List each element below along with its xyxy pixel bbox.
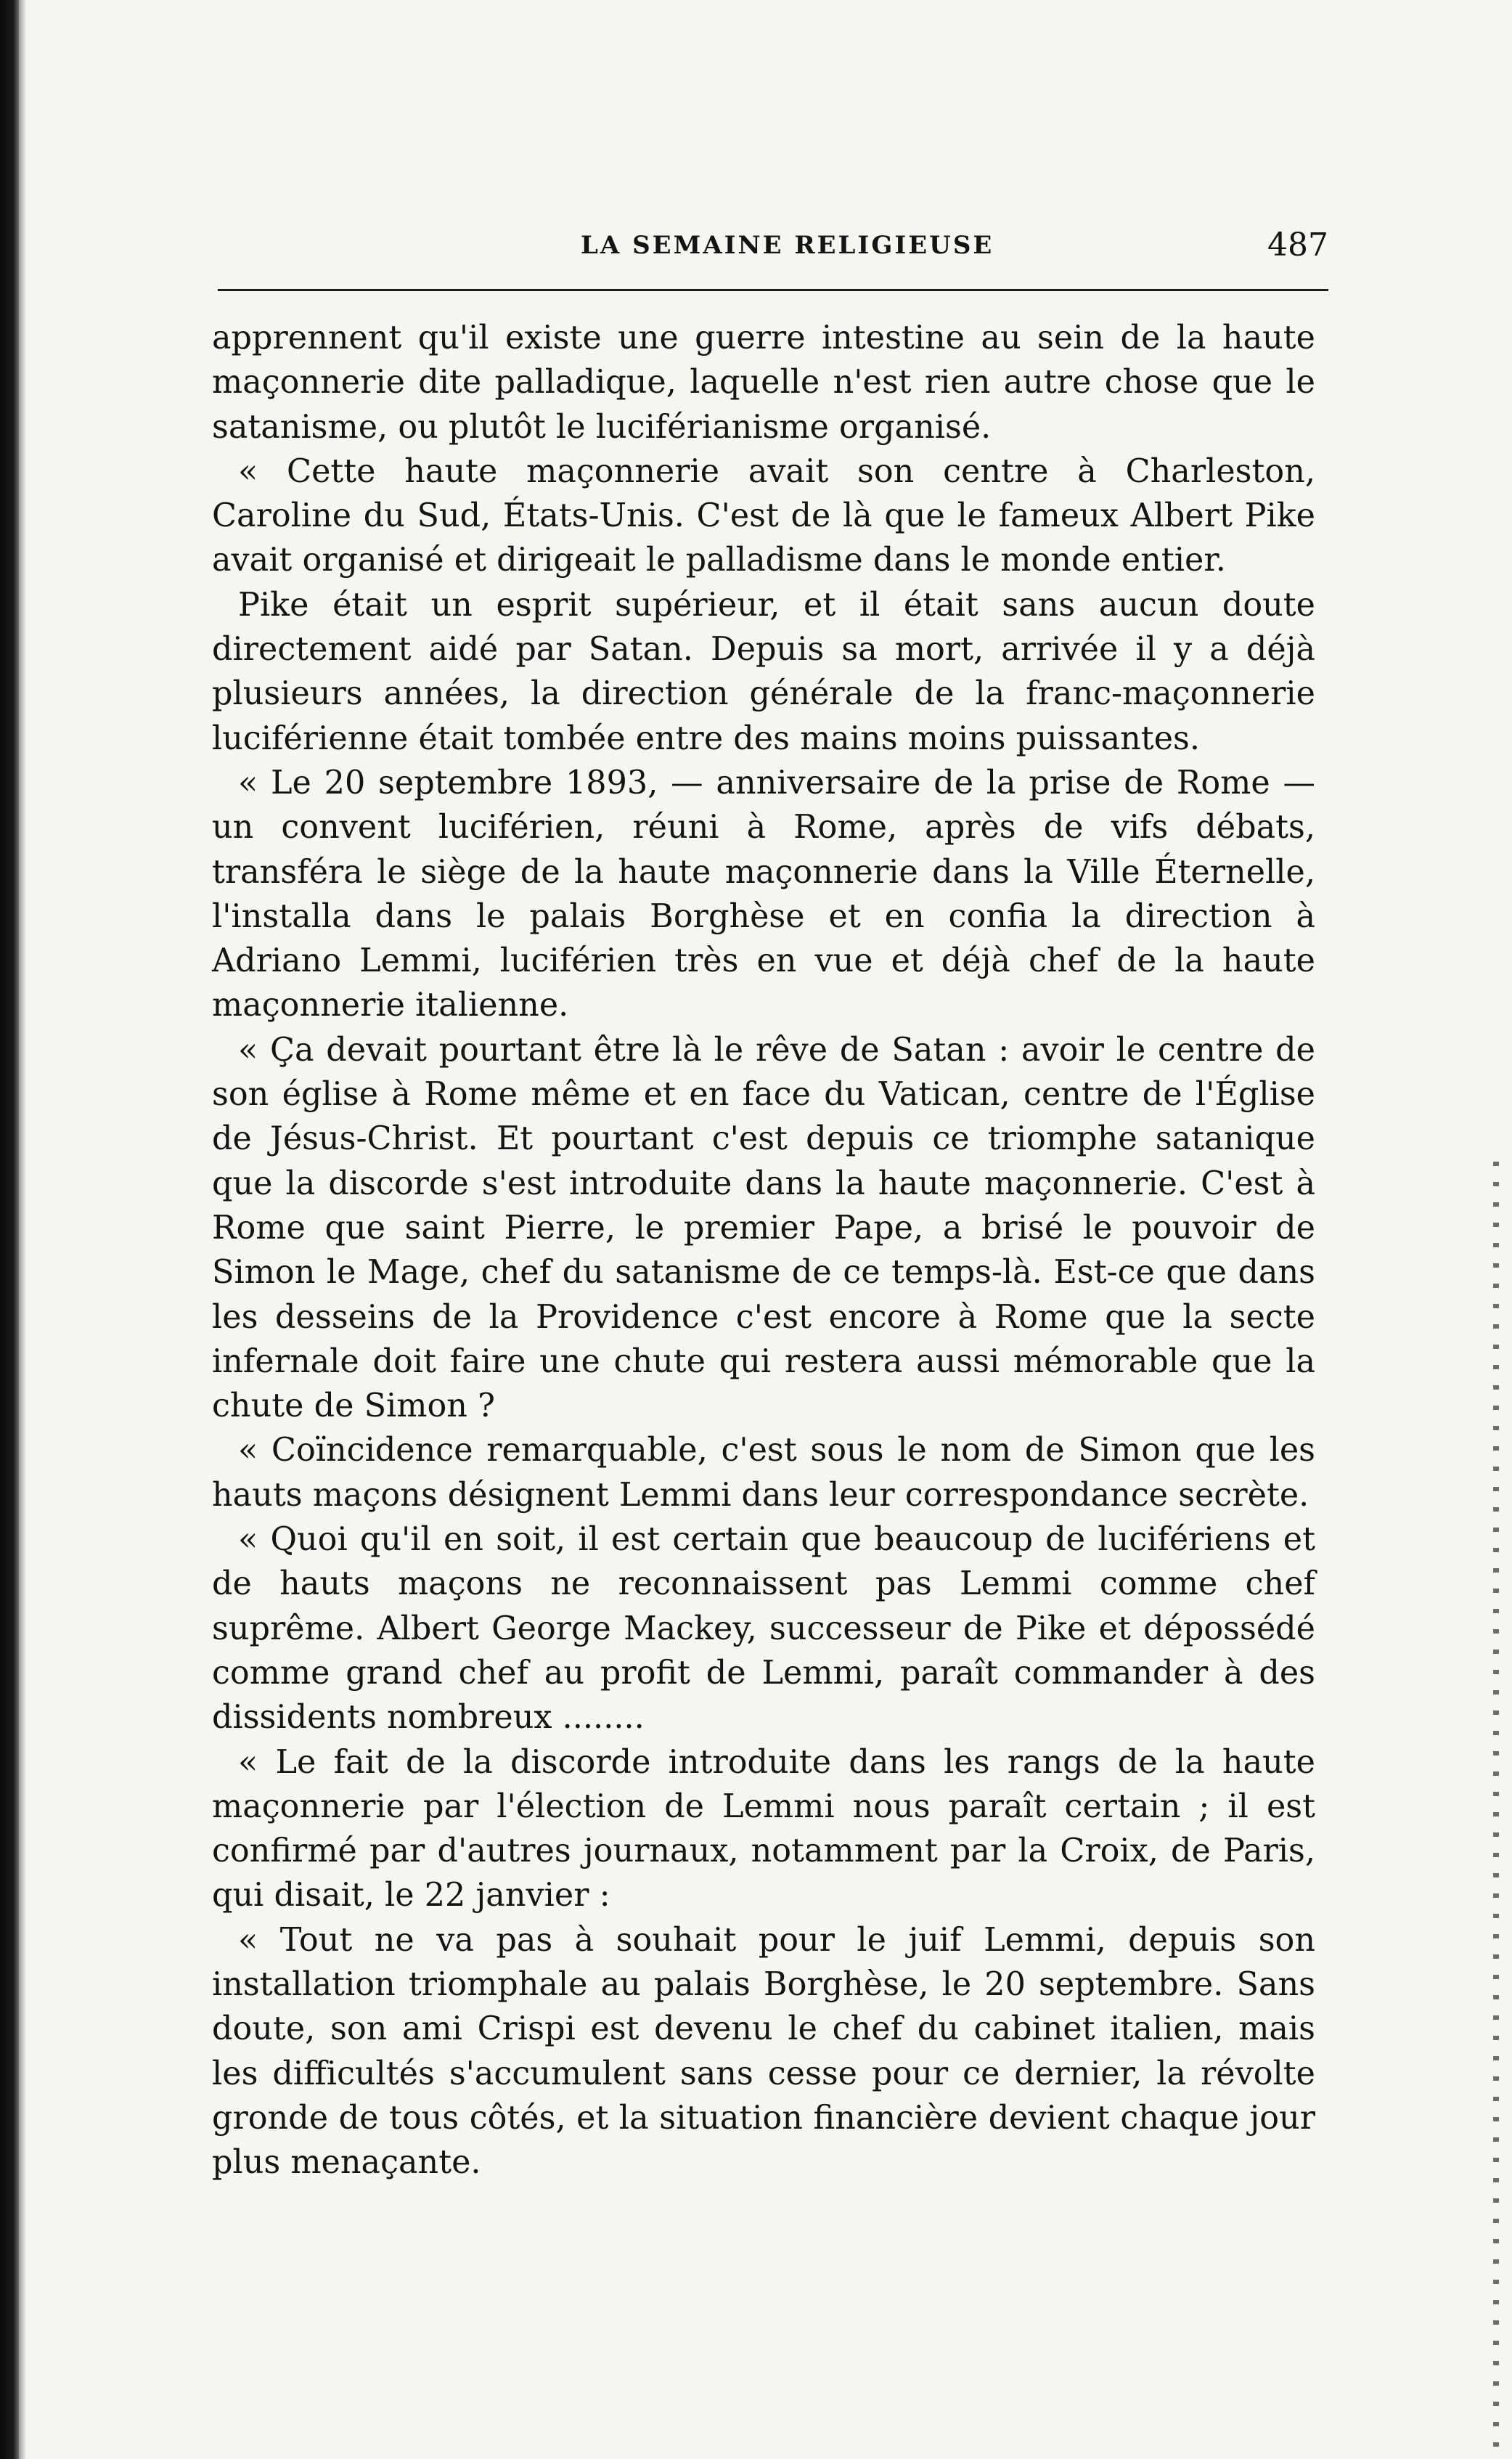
- paragraph-5: « Ça devait pourtant être là le rêve de Satan : avoir le centre de son église à Rome même et en face du Vatican, centre de l'Église de Jésus-Christ. Et pourtant c'est depuis ce triomphe satanique que la discorde s'est introduite dans la haute maçonnerie. C'est à Rome que saint Pierre, le premier Pape, a brisé le pouvoir de Simon le Mage, chef du satanisme de ce temps-là. Est-ce que dans les desseins de la Providence c'est encore à Rome que la secte infernale doit faire une chute qui restera aussi mémorable que la chute de Simon ?: [212, 1031, 1315, 1425]
- paragraph-6: « Coïncidence remarquable, c'est sous le nom de Simon que les hauts maçons désignent Lemmi dans leur correspondance secrète.: [212, 1432, 1315, 1514]
- scan-edge-shadow: [19, 0, 26, 2459]
- paragraph-9: « Tout ne va pas à souhait pour le juif Lemmi, depuis son installation triomphale au palais Borghèse, le 20 septembre. Sans doute, son ami Crispi est devenu le chef du cabinet italien, mais les difficultés s'accumulent sans cesse pour ce dernier, la révolte gronde de tous côtés, et la situation financière devient chaque jour plus menaçante.: [212, 1921, 1315, 2182]
- body-text: [212, 316, 1315, 2185]
- paragraph-4: « Le 20 septembre 1893, — anniversaire de la prise de Rome — un convent luciférien, réuni à Rome, après de vifs débats, transféra le siège de la haute maçonnerie dans la Ville Éternelle, l'installa dans le palais Borghèse et en confia la direction à Adriano Lemmi, luciférien très en vue et déjà chef de la haute maçonnerie italienne.: [212, 764, 1315, 1024]
- running-title: LA SEMAINE RELIGIEUSE: [581, 231, 994, 260]
- paragraph-3: Pike était un esprit supérieur, et il était sans aucun doute directement aidé par Satan. Depuis sa mort, arrivée il y a déjà plusieurs années, la direction générale de la franc-maçonnerie luciférienne était tombée entre des mains moins puissantes.: [212, 586, 1315, 757]
- paragraph-2: « Cette haute maçonnerie avait son centre à Charleston, Caroline du Sud, États-Unis. C'est de là que le fameux Albert Pike avait organisé et dirigeait le palladisme dans le monde entier.: [212, 452, 1315, 579]
- paragraph-8: « Le fait de la discorde introduite dans les rangs de la haute maçonnerie par l'élection de Lemmi nous paraît certain ; il est confirmé par d'autres journaux, notamment par la Croix, de Paris, qui disait, le 22 janvier :: [212, 1743, 1315, 1914]
- paragraph-7: « Quoi qu'il en soit, il est certain que beaucoup de lucifériens et de hauts maçons ne reconnaissent pas Lemmi comme chef suprême. Albert George Mackey, successeur de Pike et dépossédé comme grand chef au profit de Lemmi, paraît commander à des dissidents nombreux ........: [212, 1521, 1315, 1737]
- page-header: [211, 227, 1328, 267]
- page-number: 487: [1267, 227, 1328, 264]
- scan-dark-edge: [0, 0, 19, 2459]
- paragraph-1: apprennent qu'il existe une guerre intestine au sein de la haute maçonnerie dite palladique, laquelle n'est rien autre chose que le satanisme, ou plutôt le luciférianisme organisé.: [212, 319, 1315, 446]
- header-rule: [218, 289, 1328, 291]
- scan-right-margin-specks: [1493, 1162, 1499, 2454]
